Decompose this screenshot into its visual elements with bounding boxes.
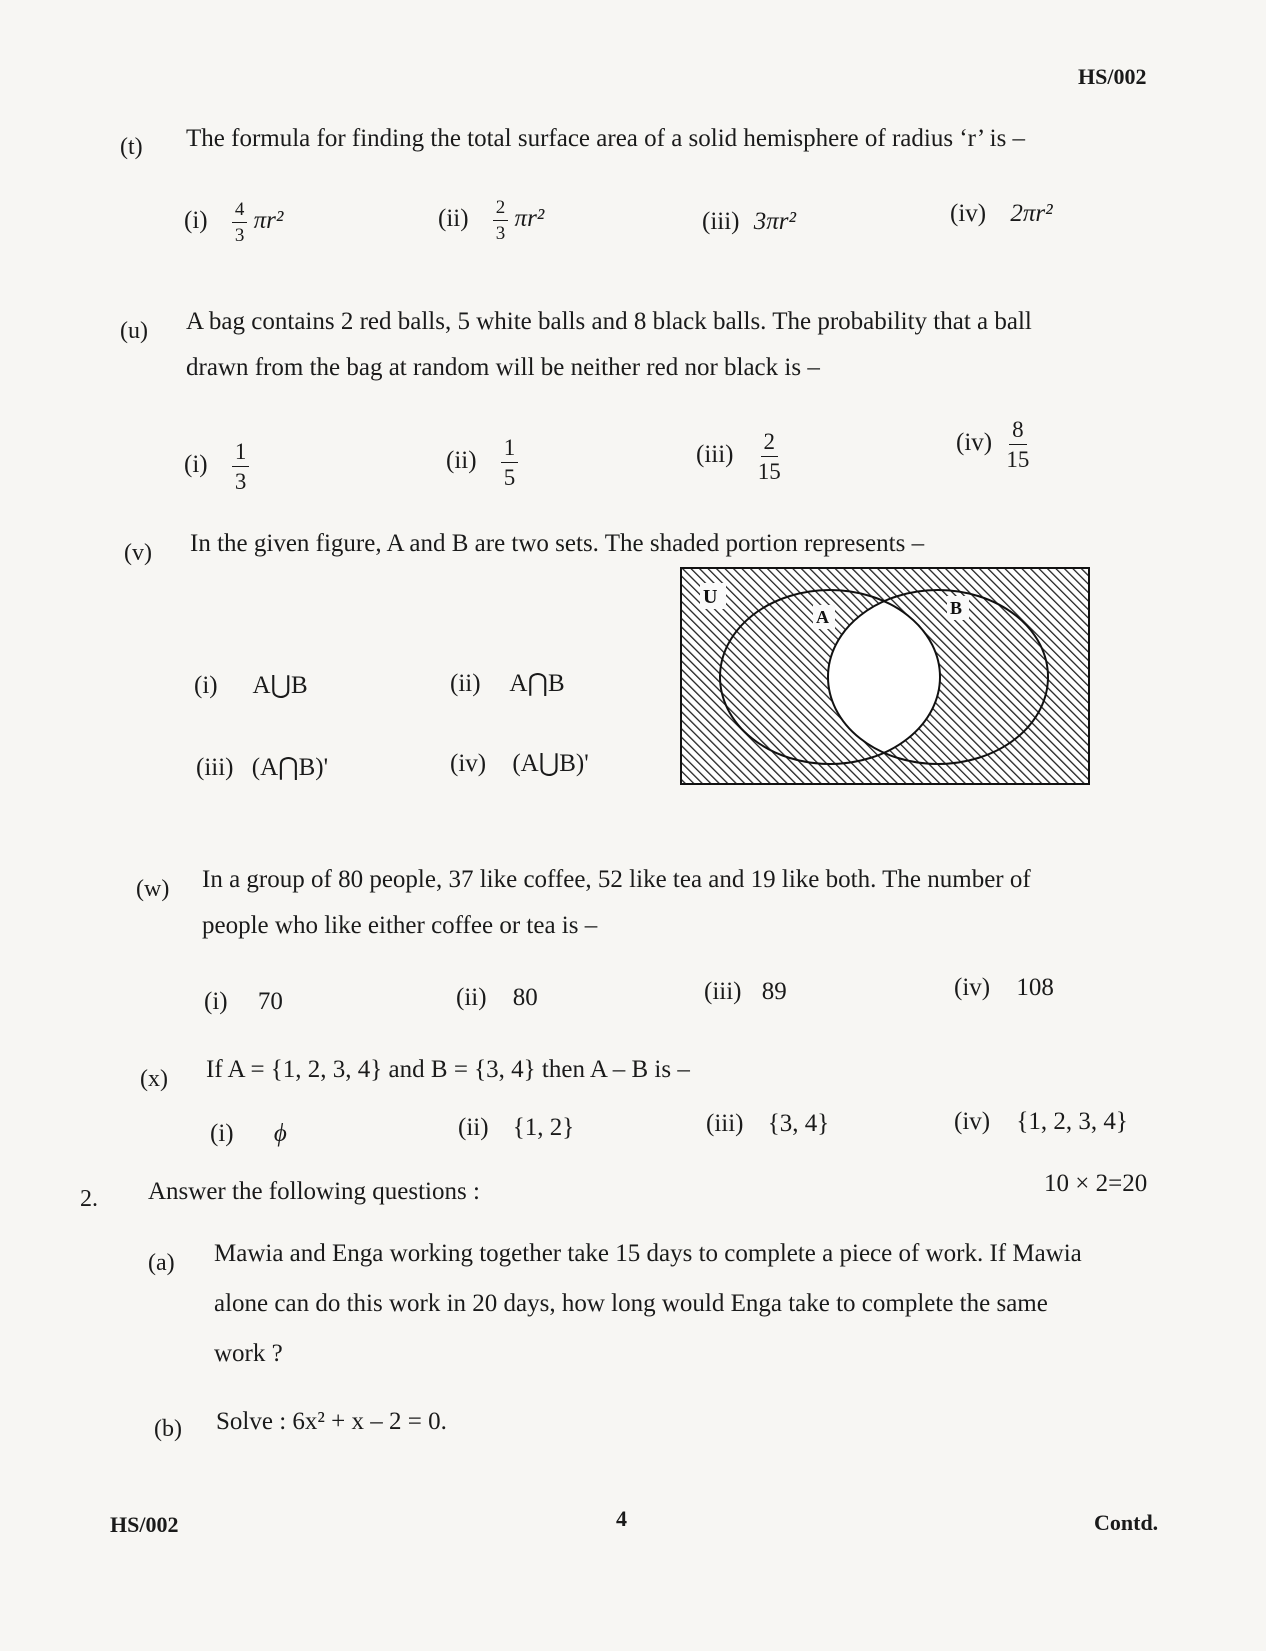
fraction <box>501 436 519 489</box>
question-u-line-1: A bag contains 2 red balls, 5 white balls and 8 black balls. The probability that a ball <box>186 308 1032 335</box>
continued-label: Contd. <box>1094 1510 1159 1535</box>
option-value: (A⋂B)' <box>251 754 329 781</box>
question-x-option-3 <box>706 1110 829 1138</box>
question-2b-text: Solve : 6x² + x – 2 = 0. <box>216 1408 447 1435</box>
question-v-option-3 <box>196 752 328 782</box>
option-number: (i) <box>194 672 218 699</box>
question-t-option-1 <box>184 200 283 245</box>
denominator: 15 <box>1006 447 1030 472</box>
expression-tail: πr² <box>514 205 545 233</box>
option-number: (i) <box>210 1120 234 1147</box>
numerator: 1 <box>501 436 519 463</box>
question-2a-label: (a) <box>148 1250 175 1276</box>
set-b-label: B <box>950 598 963 618</box>
option-number: (i) <box>204 988 228 1015</box>
option-value: 89 <box>761 978 787 1005</box>
numerator: 2 <box>493 198 509 221</box>
fraction <box>232 200 248 245</box>
question-u-line-2: drawn from the bag at random will be neither red nor black is – <box>186 354 820 381</box>
expression-tail: πr² <box>253 207 284 235</box>
denominator: 3 <box>234 469 247 494</box>
question-x-text: If A = {1, 2, 3, 4} and B = {3, 4} then A – B is – <box>206 1056 690 1083</box>
question-v-option-2 <box>450 668 565 698</box>
question-w-line-1: In a group of 80 people, 37 like coffee, 52 like tea and 19 like both. The number of <box>202 866 1031 893</box>
option-number: (ii) <box>458 1114 489 1141</box>
numerator: 4 <box>232 200 248 223</box>
option-number: (iii) <box>696 441 734 469</box>
header-code: HS/002 <box>1078 64 1147 89</box>
fraction <box>232 440 250 493</box>
option-value: 70 <box>257 988 283 1015</box>
question-u-option-2 <box>446 436 518 489</box>
option-number: (iv) <box>450 750 487 777</box>
question-w-option-4 <box>954 974 1054 1002</box>
option-number: (iii) <box>704 978 742 1005</box>
question-w-line-2: people who like either coffee or tea is – <box>202 912 598 939</box>
option-value: A⋃B <box>252 672 308 699</box>
question-t-option-3 <box>702 208 796 236</box>
question-x-option-1 <box>210 1120 287 1148</box>
question-u-label: (u) <box>120 318 148 344</box>
question-w-option-3 <box>704 978 787 1006</box>
option-number: (iii) <box>196 754 234 781</box>
question-t-text: The formula for finding the total surface area of a solid hemisphere of radius ‘r’ is – <box>186 125 1026 152</box>
denominator: 15 <box>757 459 781 484</box>
option-number: (i) <box>184 207 208 235</box>
option-value: 3πr² <box>753 208 796 235</box>
question-2a-line-3: work ? <box>214 1340 283 1367</box>
question-t-option-2 <box>438 198 544 243</box>
option-value: ϕ <box>273 1120 287 1147</box>
question-u-option-1 <box>184 440 249 493</box>
question-w-option-1 <box>204 988 283 1016</box>
question-v-option-1 <box>194 670 308 700</box>
footer-code: HS/002 <box>110 1512 179 1537</box>
section-2-heading: Answer the following questions : <box>148 1178 480 1205</box>
question-x-option-4 <box>954 1108 1128 1136</box>
question-u-option-4 <box>956 418 1029 471</box>
option-value: 2πr² <box>1010 200 1053 227</box>
option-value: {1, 2, 3, 4} <box>1016 1108 1128 1135</box>
numerator: 2 <box>761 430 779 457</box>
option-value: A⋂B <box>509 670 565 697</box>
numerator: 8 <box>1009 418 1027 445</box>
fraction <box>493 198 509 243</box>
question-t-option-4 <box>950 200 1053 228</box>
section-2-number: 2. <box>80 1186 98 1212</box>
question-w-label: (w) <box>136 876 170 902</box>
option-number: (iv) <box>950 200 987 227</box>
option-number: (i) <box>184 451 208 479</box>
option-number: (ii) <box>456 984 487 1011</box>
denominator: 3 <box>495 223 506 244</box>
question-2a-line-2: alone can do this work in 20 days, how long would Enga take to complete the same <box>214 1290 1048 1317</box>
option-number: (iii) <box>706 1110 744 1137</box>
option-value: 108 <box>1016 974 1054 1001</box>
section-2-marks: 10 × 2=20 <box>1044 1170 1148 1197</box>
option-number: (ii) <box>450 670 481 697</box>
question-x-option-2 <box>458 1114 574 1142</box>
option-value: 80 <box>512 984 538 1011</box>
page-number: 4 <box>616 1506 627 1531</box>
question-w-option-2 <box>456 984 538 1012</box>
question-v-label: (v) <box>124 540 152 566</box>
denominator: 3 <box>234 225 245 246</box>
option-value: (A⋃B)' <box>512 750 589 777</box>
option-value: {1, 2} <box>512 1114 575 1141</box>
question-t-label: (t) <box>120 134 143 160</box>
fraction <box>758 430 781 483</box>
numerator: 1 <box>232 440 250 467</box>
question-u-option-3 <box>696 430 781 483</box>
option-number: (iv) <box>956 429 993 457</box>
venn-diagram <box>680 567 1090 785</box>
question-2a-line-1: Mawia and Enga working together take 15 days to complete a piece of work. If Mawia <box>214 1240 1082 1267</box>
question-x-label: (x) <box>140 1066 168 1092</box>
question-v-text: In the given figure, A and B are two sets. The shaded portion represents – <box>190 530 925 557</box>
set-a-label: A <box>816 607 829 627</box>
option-number: (iii) <box>702 208 740 235</box>
option-number: (iv) <box>954 1108 991 1135</box>
option-number: (ii) <box>446 447 477 475</box>
question-v-option-4 <box>450 748 589 778</box>
fraction <box>1006 418 1029 471</box>
option-number: (iv) <box>954 974 991 1001</box>
universal-label: U <box>703 586 718 608</box>
option-value: {3, 4} <box>767 1110 830 1137</box>
denominator: 5 <box>503 465 516 490</box>
question-2b-label: (b) <box>154 1416 182 1442</box>
option-number: (ii) <box>438 205 469 233</box>
